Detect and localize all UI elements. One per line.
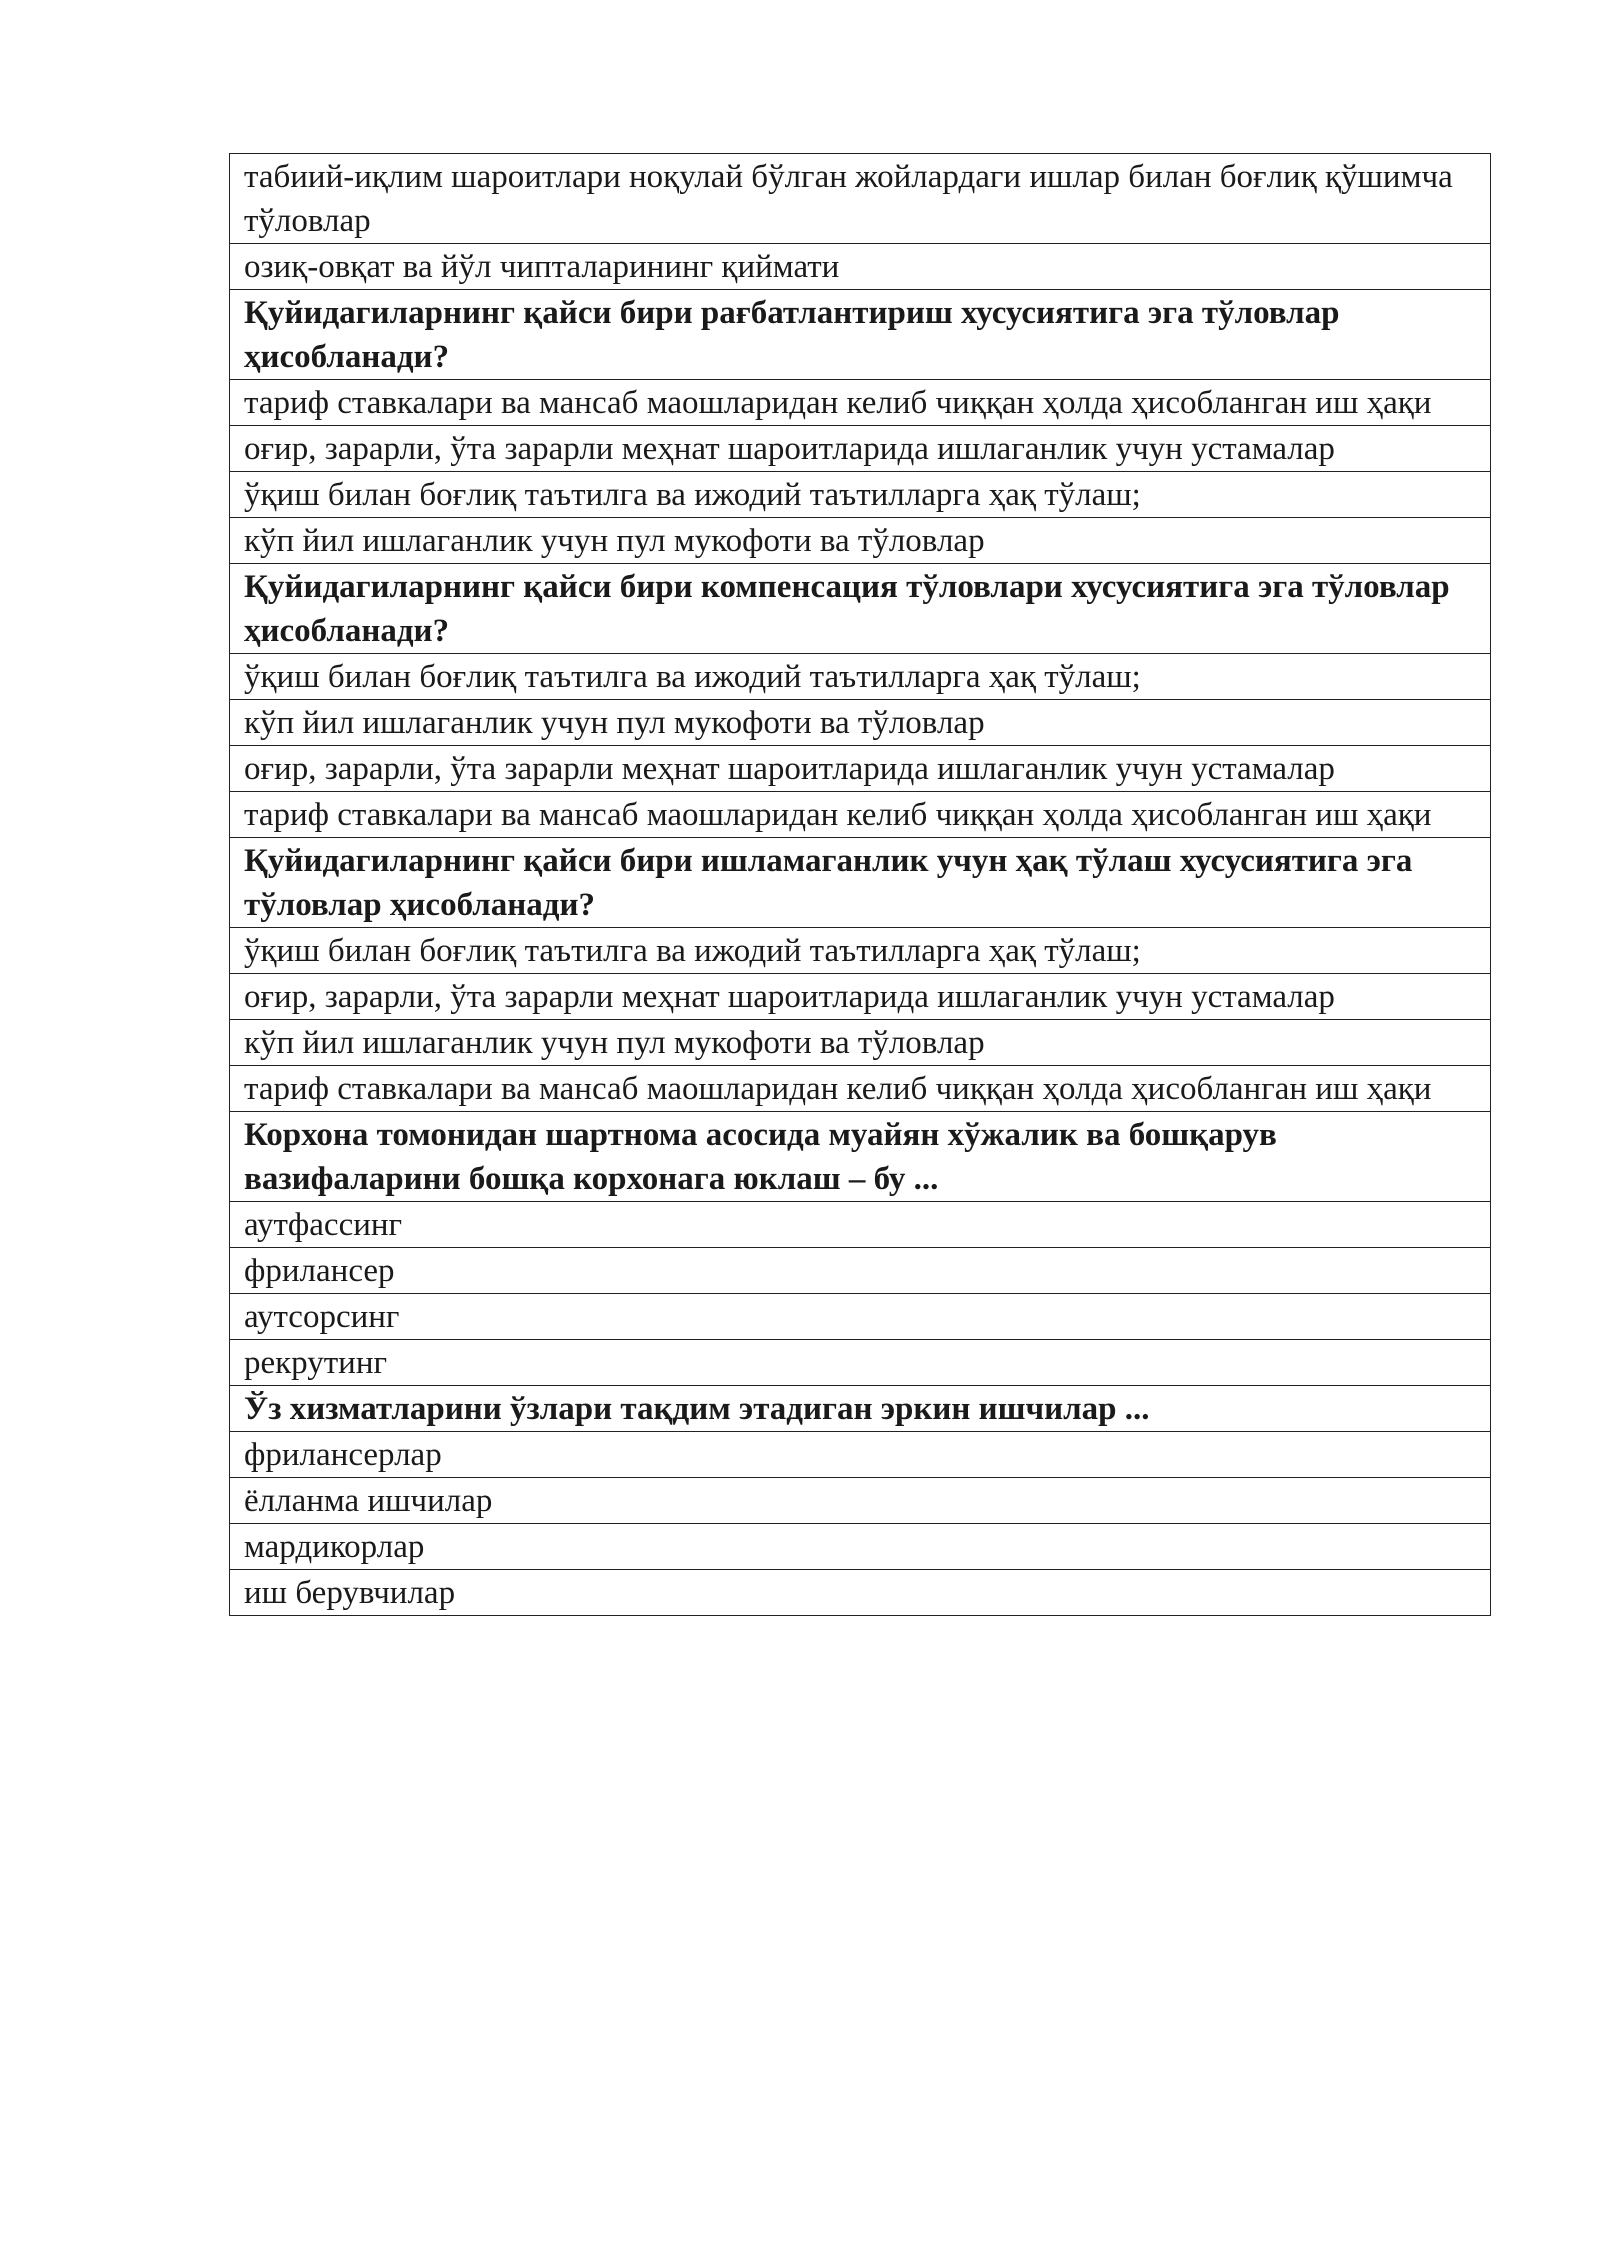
answer-option-row (230, 380, 1491, 426)
question-row (230, 290, 1491, 380)
answer-option-row (230, 1478, 1491, 1524)
answer-option-text: тариф ставкалари ва мансаб маошларидан келиб чиққан ҳолда ҳисобланган иш ҳақи (230, 792, 1491, 838)
answer-option-row (230, 792, 1491, 838)
answer-option-row (230, 1066, 1491, 1112)
answer-option-row (230, 1248, 1491, 1294)
answer-option-text: ёлланма ишчилар (230, 1478, 1491, 1524)
question-text: Корхона томонидан шартнома асосида муайян хўжалик ва бошқарув вазифаларини бошқа корхонага юклаш – бу ... (230, 1112, 1491, 1202)
answer-option-row (230, 154, 1491, 244)
answer-option-text: тариф ставкалари ва мансаб маошларидан келиб чиққан ҳолда ҳисобланган иш ҳақи (230, 380, 1491, 426)
answer-option-text: фрилансерлар (230, 1432, 1491, 1478)
answer-option-text: оғир, зарарли, ўта зарарли меҳнат шароитларида ишлаганлик учун устамалар (230, 974, 1491, 1020)
answer-option-text: оғир, зарарли, ўта зарарли меҳнат шароитларида ишлаганлик учун устамалар (230, 746, 1491, 792)
answer-option-row (230, 974, 1491, 1020)
answer-option-text: фрилансер (230, 1248, 1491, 1294)
question-text: Қуйидагиларнинг қайси бири ишламаганлик учун ҳақ тўлаш хусусиятига эга тўловлар ҳисобланади? (230, 838, 1491, 928)
answer-option-text: тариф ставкалари ва мансаб маошларидан келиб чиққан ҳолда ҳисобланган иш ҳақи (230, 1066, 1491, 1112)
answer-option-row (230, 426, 1491, 472)
question-row (230, 1386, 1491, 1432)
answer-option-text: озиқ-овқат ва йўл чипталарининг қиймати (230, 244, 1491, 290)
answer-option-text: иш берувчилар (230, 1570, 1491, 1616)
question-row (230, 564, 1491, 654)
answer-option-row (230, 1294, 1491, 1340)
question-text: Ўз хизматларини ўзлари тақдим этадиган эркин ишчилар ... (230, 1386, 1491, 1432)
answer-option-text: ўқиш билан боғлиқ таътилга ва ижодий таътилларга ҳақ тўлаш; (230, 928, 1491, 974)
answer-option-row (230, 244, 1491, 290)
answer-option-text: мардикорлар (230, 1524, 1491, 1570)
answer-option-text: рекрутинг (230, 1340, 1491, 1386)
answer-option-row (230, 1340, 1491, 1386)
question-row (230, 838, 1491, 928)
answer-option-text: табиий-иқлим шароитлари ноқулай бўлган жойлардаги ишлар билан боғлиқ қўшимча тўловлар (230, 154, 1491, 244)
answer-option-row (230, 1202, 1491, 1248)
question-text: Қуйидагиларнинг қайси бири рағбатлантириш хусусиятига эга тўловлар ҳисобланади? (230, 290, 1491, 380)
answer-option-text: аутсорсинг (230, 1294, 1491, 1340)
answer-option-text: аутфассинг (230, 1202, 1491, 1248)
answer-option-row (230, 1524, 1491, 1570)
answer-option-row (230, 472, 1491, 518)
answer-option-row (230, 1020, 1491, 1066)
answer-option-text: ўқиш билан боғлиқ таътилга ва ижодий таътилларга ҳақ тўлаш; (230, 472, 1491, 518)
answer-option-text: оғир, зарарли, ўта зарарли меҳнат шароитларида ишлаганлик учун устамалар (230, 426, 1491, 472)
question-table (229, 153, 1491, 1616)
question-row (230, 1112, 1491, 1202)
answer-option-row (230, 700, 1491, 746)
answer-option-row (230, 928, 1491, 974)
answer-option-text: кўп йил ишлаганлик учун пул мукофоти ва тўловлар (230, 700, 1491, 746)
answer-option-row (230, 1570, 1491, 1616)
answer-option-text: ўқиш билан боғлиқ таътилга ва ижодий таътилларга ҳақ тўлаш; (230, 654, 1491, 700)
table-body (230, 154, 1491, 1616)
answer-option-row (230, 654, 1491, 700)
answer-option-text: кўп йил ишлаганлик учун пул мукофоти ва тўловлар (230, 1020, 1491, 1066)
answer-option-row (230, 518, 1491, 564)
question-text: Қуйидагиларнинг қайси бири компенсация тўловлари хусусиятига эга тўловлар ҳисобланади? (230, 564, 1491, 654)
answer-option-row (230, 746, 1491, 792)
answer-option-row (230, 1432, 1491, 1478)
answer-option-text: кўп йил ишлаганлик учун пул мукофоти ва тўловлар (230, 518, 1491, 564)
